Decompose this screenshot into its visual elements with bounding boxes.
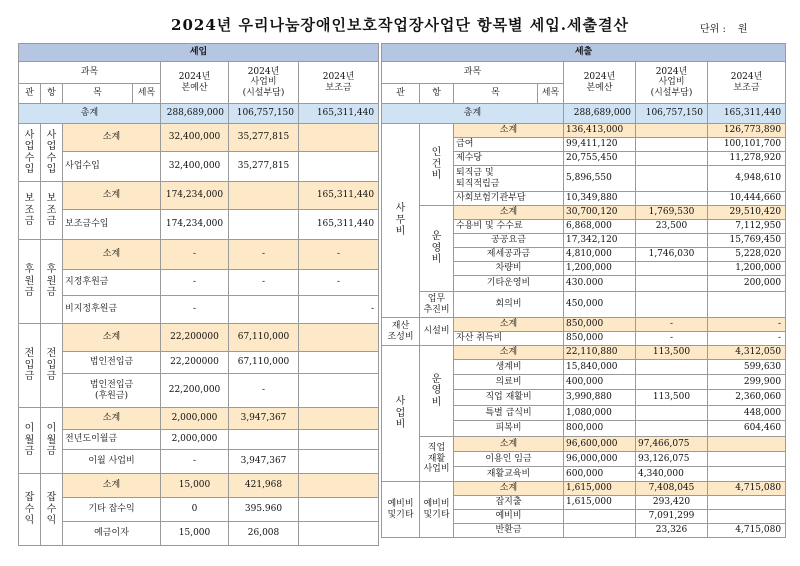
cell: 100,101,700 xyxy=(708,138,786,152)
cell: - xyxy=(708,332,786,346)
cell: 604,460 xyxy=(708,421,786,437)
mok-label: 의료비 xyxy=(454,375,564,390)
cell xyxy=(708,437,786,452)
mok-label: 직업 재활비 xyxy=(454,390,564,406)
cell: 293,420 xyxy=(636,496,708,510)
cell: 10,444,660 xyxy=(708,192,786,206)
gwan-carryover: 이 월 금 xyxy=(19,408,41,474)
total-facility: 106,757,150 xyxy=(229,104,299,124)
cell: 35,277,815 xyxy=(229,152,299,182)
cell xyxy=(229,296,299,324)
cell xyxy=(299,498,379,522)
cell: 430.000 xyxy=(564,276,636,292)
cell xyxy=(229,430,299,450)
cell xyxy=(636,292,708,318)
cell: 15,769,450 xyxy=(708,234,786,248)
cell xyxy=(564,524,636,538)
cell xyxy=(299,352,379,374)
cell xyxy=(636,192,708,206)
cell: - xyxy=(636,332,708,346)
mok-label: 피복비 xyxy=(454,421,564,437)
gwan-subsidy: 보 조 금 xyxy=(19,182,41,240)
col-facility: 2024년 사업비 (시설부담) xyxy=(636,62,708,104)
mok-label: 생계비 xyxy=(454,360,564,375)
subtotal-label: 소계 xyxy=(454,346,564,360)
cell: - xyxy=(299,296,379,324)
subtotal-label: 소계 xyxy=(454,437,564,452)
subtotal-label: 소계 xyxy=(63,124,161,152)
mok-label: 특별 급식비 xyxy=(454,406,564,421)
cell: 96,000,000 xyxy=(564,452,636,467)
gwan-donation: 후 원 금 xyxy=(19,240,41,324)
cell: - xyxy=(708,318,786,332)
cell: 850,000 xyxy=(564,318,636,332)
cell: - xyxy=(161,270,229,296)
cell xyxy=(636,360,708,375)
cell: 32,400,000 xyxy=(161,124,229,152)
col-hang: 항 xyxy=(41,84,63,104)
cell xyxy=(636,406,708,421)
subtotal-label: 소계 xyxy=(63,182,161,210)
cell: 4,312,050 xyxy=(708,346,786,360)
cell xyxy=(299,324,379,352)
expense-section-header: 세출 xyxy=(382,44,786,62)
hang-operation: 운 영 비 xyxy=(420,206,454,292)
cell xyxy=(636,152,708,166)
mok-label: 반환금 xyxy=(454,524,564,538)
cell: 421,968 xyxy=(229,474,299,498)
cell xyxy=(636,276,708,292)
cell xyxy=(299,450,379,474)
mok-label: 기타운영비 xyxy=(454,276,564,292)
mok-label: 지정후원금 xyxy=(63,270,161,296)
cell: 165,311,440 xyxy=(299,182,379,210)
cell: 32,400,000 xyxy=(161,152,229,182)
mok-label: 법인전입금 xyxy=(63,352,161,374)
col-gwan: 관 xyxy=(382,84,420,104)
cell: 0 xyxy=(161,498,229,522)
total-subsidy: 165,311,440 xyxy=(299,104,379,124)
cell: 2,000,000 xyxy=(161,430,229,450)
cell: 5,228,020 xyxy=(708,248,786,262)
cell: 10,349,880 xyxy=(564,192,636,206)
cell xyxy=(636,124,708,138)
hang-donation: 후 원 금 xyxy=(41,240,63,324)
cell xyxy=(708,467,786,482)
cell xyxy=(299,522,379,546)
mok-label: 이용인 임금 xyxy=(454,452,564,467)
page-title: 2024년 우리나눔장애인보호작업장사업단 항목별 세입.세출결산 xyxy=(171,16,629,34)
cell xyxy=(299,124,379,152)
mok-label: 퇴직금 및 퇴직적립금 xyxy=(454,166,564,192)
cell: 1,200,000 xyxy=(708,262,786,276)
income-section-header: 세입 xyxy=(19,44,379,62)
cell xyxy=(636,234,708,248)
unit-note: 단위 : 원 xyxy=(700,24,748,35)
subtotal-label: 소계 xyxy=(454,482,564,496)
total-label: 총계 xyxy=(382,104,564,124)
hang-facility: 시설비 xyxy=(420,318,454,346)
mok-label: 예비비 xyxy=(454,510,564,524)
cell: 1,746,030 xyxy=(636,248,708,262)
gwan-reserve: 예비비 및기타 xyxy=(382,482,420,538)
gwan-transfer: 전 입 금 xyxy=(19,324,41,408)
mok-label: 예금이자 xyxy=(63,522,161,546)
expense-table xyxy=(381,43,786,538)
cell: 850,000 xyxy=(564,332,636,346)
mok-label: 제세공과금 xyxy=(454,248,564,262)
cell: 2,000,000 xyxy=(161,408,229,430)
cell xyxy=(636,166,708,192)
subtotal-label: 소계 xyxy=(454,124,564,138)
mok-label: 보조금수입 xyxy=(63,210,161,240)
cell xyxy=(708,452,786,467)
hang-reserve: 예비비 및기타 xyxy=(420,482,454,538)
cell: 97,466,075 xyxy=(636,437,708,452)
cell: 4,810,000 xyxy=(564,248,636,262)
hang-project-operation: 운 영 비 xyxy=(420,346,454,437)
cell: - xyxy=(161,296,229,324)
cell: 3,947,367 xyxy=(229,450,299,474)
cell xyxy=(299,430,379,450)
cell: 23,326 xyxy=(636,524,708,538)
cell: 800,000 xyxy=(564,421,636,437)
cell: 165,311,440 xyxy=(299,210,379,240)
mok-label: 사회보험기관부담 xyxy=(454,192,564,206)
hang-subsidy: 보 조 금 xyxy=(41,182,63,240)
hang-carryover: 이 월 금 xyxy=(41,408,63,474)
subtotal-label: 소계 xyxy=(63,408,161,430)
cell: - xyxy=(161,240,229,270)
subtotal-label: 소계 xyxy=(63,324,161,352)
total-budget: 288,689,000 xyxy=(564,104,636,124)
cell: 15,840,000 xyxy=(564,360,636,375)
cell: 4,715,080 xyxy=(708,482,786,496)
col-facility: 2024년 사업비 (시설부담) xyxy=(229,62,299,104)
hang-transfer: 전 입 금 xyxy=(41,324,63,408)
subtotal-label: 소계 xyxy=(454,318,564,332)
subtotal-label: 소계 xyxy=(63,240,161,270)
total-subsidy: 165,311,440 xyxy=(708,104,786,124)
cell: 1,200,000 xyxy=(564,262,636,276)
col-budget: 2024년 본예산 xyxy=(161,62,229,104)
cell: 99,411,120 xyxy=(564,138,636,152)
gwan-property: 재산 조성비 xyxy=(382,318,420,346)
cell: 20,755,450 xyxy=(564,152,636,166)
hang-business: 사 업 수 입 xyxy=(41,124,63,182)
mok-label: 사업수입 xyxy=(63,152,161,182)
cell: 113,500 xyxy=(636,346,708,360)
mok-label: 제수당 xyxy=(454,152,564,166)
cell: 136,413,000 xyxy=(564,124,636,138)
cell: - xyxy=(299,270,379,296)
col-gwan: 관 xyxy=(19,84,41,104)
cell: - xyxy=(161,450,229,474)
cell: 174,234,000 xyxy=(161,182,229,210)
gwan-business: 사 업 수 입 xyxy=(19,124,41,182)
col-subsidy: 2024년 보조금 xyxy=(299,62,379,104)
cell: 126,773,890 xyxy=(708,124,786,138)
col-subsidy: 2024년 보조금 xyxy=(708,62,786,104)
cell: 1,615,000 xyxy=(564,482,636,496)
col-hang: 항 xyxy=(420,84,454,104)
cell: 15,000 xyxy=(161,522,229,546)
mok-label: 급여 xyxy=(454,138,564,152)
cell: 600,000 xyxy=(564,467,636,482)
cell: 3,947,367 xyxy=(229,408,299,430)
cell xyxy=(299,474,379,498)
cell: - xyxy=(299,240,379,270)
mok-label: 이월 사업비 xyxy=(63,450,161,474)
cell: - xyxy=(229,374,299,408)
cell: 17,342,120 xyxy=(564,234,636,248)
hang-personnel: 인 건 비 xyxy=(420,124,454,206)
cell: 400,000 xyxy=(564,375,636,390)
cell: 67,110,000 xyxy=(229,324,299,352)
mok-label: 공공요금 xyxy=(454,234,564,248)
col-semok: 세목 xyxy=(133,84,161,104)
cell xyxy=(564,510,636,524)
cell xyxy=(229,182,299,210)
subtotal-label: 소계 xyxy=(63,474,161,498)
col-semok: 세목 xyxy=(538,84,564,104)
cell: - xyxy=(636,318,708,332)
cell: 23,500 xyxy=(636,220,708,234)
cell: 7,112,950 xyxy=(708,220,786,234)
col-subject: 과목 xyxy=(382,62,564,84)
cell xyxy=(636,421,708,437)
total-budget: 288,689,000 xyxy=(161,104,229,124)
cell xyxy=(636,138,708,152)
col-subject: 과목 xyxy=(19,62,161,84)
cell: 174,234,000 xyxy=(161,210,229,240)
cell: 93,126,075 xyxy=(636,452,708,467)
cell: 11,278,920 xyxy=(708,152,786,166)
cell: 4,715,080 xyxy=(708,524,786,538)
cell: 22,200000 xyxy=(161,352,229,374)
income-table xyxy=(18,43,379,546)
cell: 4,948,610 xyxy=(708,166,786,192)
cell: 22,200,000 xyxy=(161,374,229,408)
cell xyxy=(299,408,379,430)
mok-label: 법인전입금 (후원금) xyxy=(63,374,161,408)
hang-rehab: 직업 재활 사업비 xyxy=(420,437,454,482)
mok-label: 자산 취득비 xyxy=(454,332,564,346)
cell: 6,868,000 xyxy=(564,220,636,234)
cell: 22,200000 xyxy=(161,324,229,352)
mok-label: 재활교육비 xyxy=(454,467,564,482)
cell: 26,008 xyxy=(229,522,299,546)
total-facility: 106,757,150 xyxy=(636,104,708,124)
cell: 15,000 xyxy=(161,474,229,498)
cell: 4,340,000 xyxy=(636,467,708,482)
mok-label: 차량비 xyxy=(454,262,564,276)
subtotal-label: 소계 xyxy=(454,206,564,220)
cell: 299,900 xyxy=(708,375,786,390)
cell xyxy=(708,510,786,524)
cell: 3,990,880 xyxy=(564,390,636,406)
total-label: 총계 xyxy=(19,104,161,124)
col-mok: 목 xyxy=(454,84,538,104)
cell: 2,360,060 xyxy=(708,390,786,406)
mok-label: 회의비 xyxy=(454,292,564,318)
mok-label: 비지정후원금 xyxy=(63,296,161,324)
cell xyxy=(229,210,299,240)
cell: - xyxy=(229,270,299,296)
cell: 1,615,000 xyxy=(564,496,636,510)
cell: 67,110,000 xyxy=(229,352,299,374)
cell: 29,510,420 xyxy=(708,206,786,220)
cell: 450,000 xyxy=(564,292,636,318)
cell: 96,600,000 xyxy=(564,437,636,452)
gwan-project: 사 업 비 xyxy=(382,346,420,482)
cell: 395.960 xyxy=(229,498,299,522)
cell: 200,000 xyxy=(708,276,786,292)
col-mok: 목 xyxy=(63,84,133,104)
cell xyxy=(299,152,379,182)
hang-business-promotion: 업무 추진비 xyxy=(420,292,454,318)
cell xyxy=(708,292,786,318)
hang-misc: 잡 수 익 xyxy=(41,474,63,546)
cell: 7,091,299 xyxy=(636,510,708,524)
mok-label: 수용비 및 수수료 xyxy=(454,220,564,234)
cell xyxy=(299,374,379,408)
mok-label: 기타 잡수익 xyxy=(63,498,161,522)
mok-label: 전년도이월금 xyxy=(63,430,161,450)
gwan-misc: 잡 수 익 xyxy=(19,474,41,546)
cell: 35,277,815 xyxy=(229,124,299,152)
cell: 1,080,000 xyxy=(564,406,636,421)
cell: 22,110,880 xyxy=(564,346,636,360)
cell: 5,896,550 xyxy=(564,166,636,192)
cell: 30,700,120 xyxy=(564,206,636,220)
cell: 1,769,530 xyxy=(636,206,708,220)
cell xyxy=(708,496,786,510)
col-budget: 2024년 본예산 xyxy=(564,62,636,104)
cell: 113,500 xyxy=(636,390,708,406)
cell: - xyxy=(229,240,299,270)
cell xyxy=(636,262,708,276)
mok-label: 잡지출 xyxy=(454,496,564,510)
cell xyxy=(636,375,708,390)
cell: 599,630 xyxy=(708,360,786,375)
cell: 448,000 xyxy=(708,406,786,421)
cell: 7,408,045 xyxy=(636,482,708,496)
gwan-office: 사 무 비 xyxy=(382,124,420,318)
